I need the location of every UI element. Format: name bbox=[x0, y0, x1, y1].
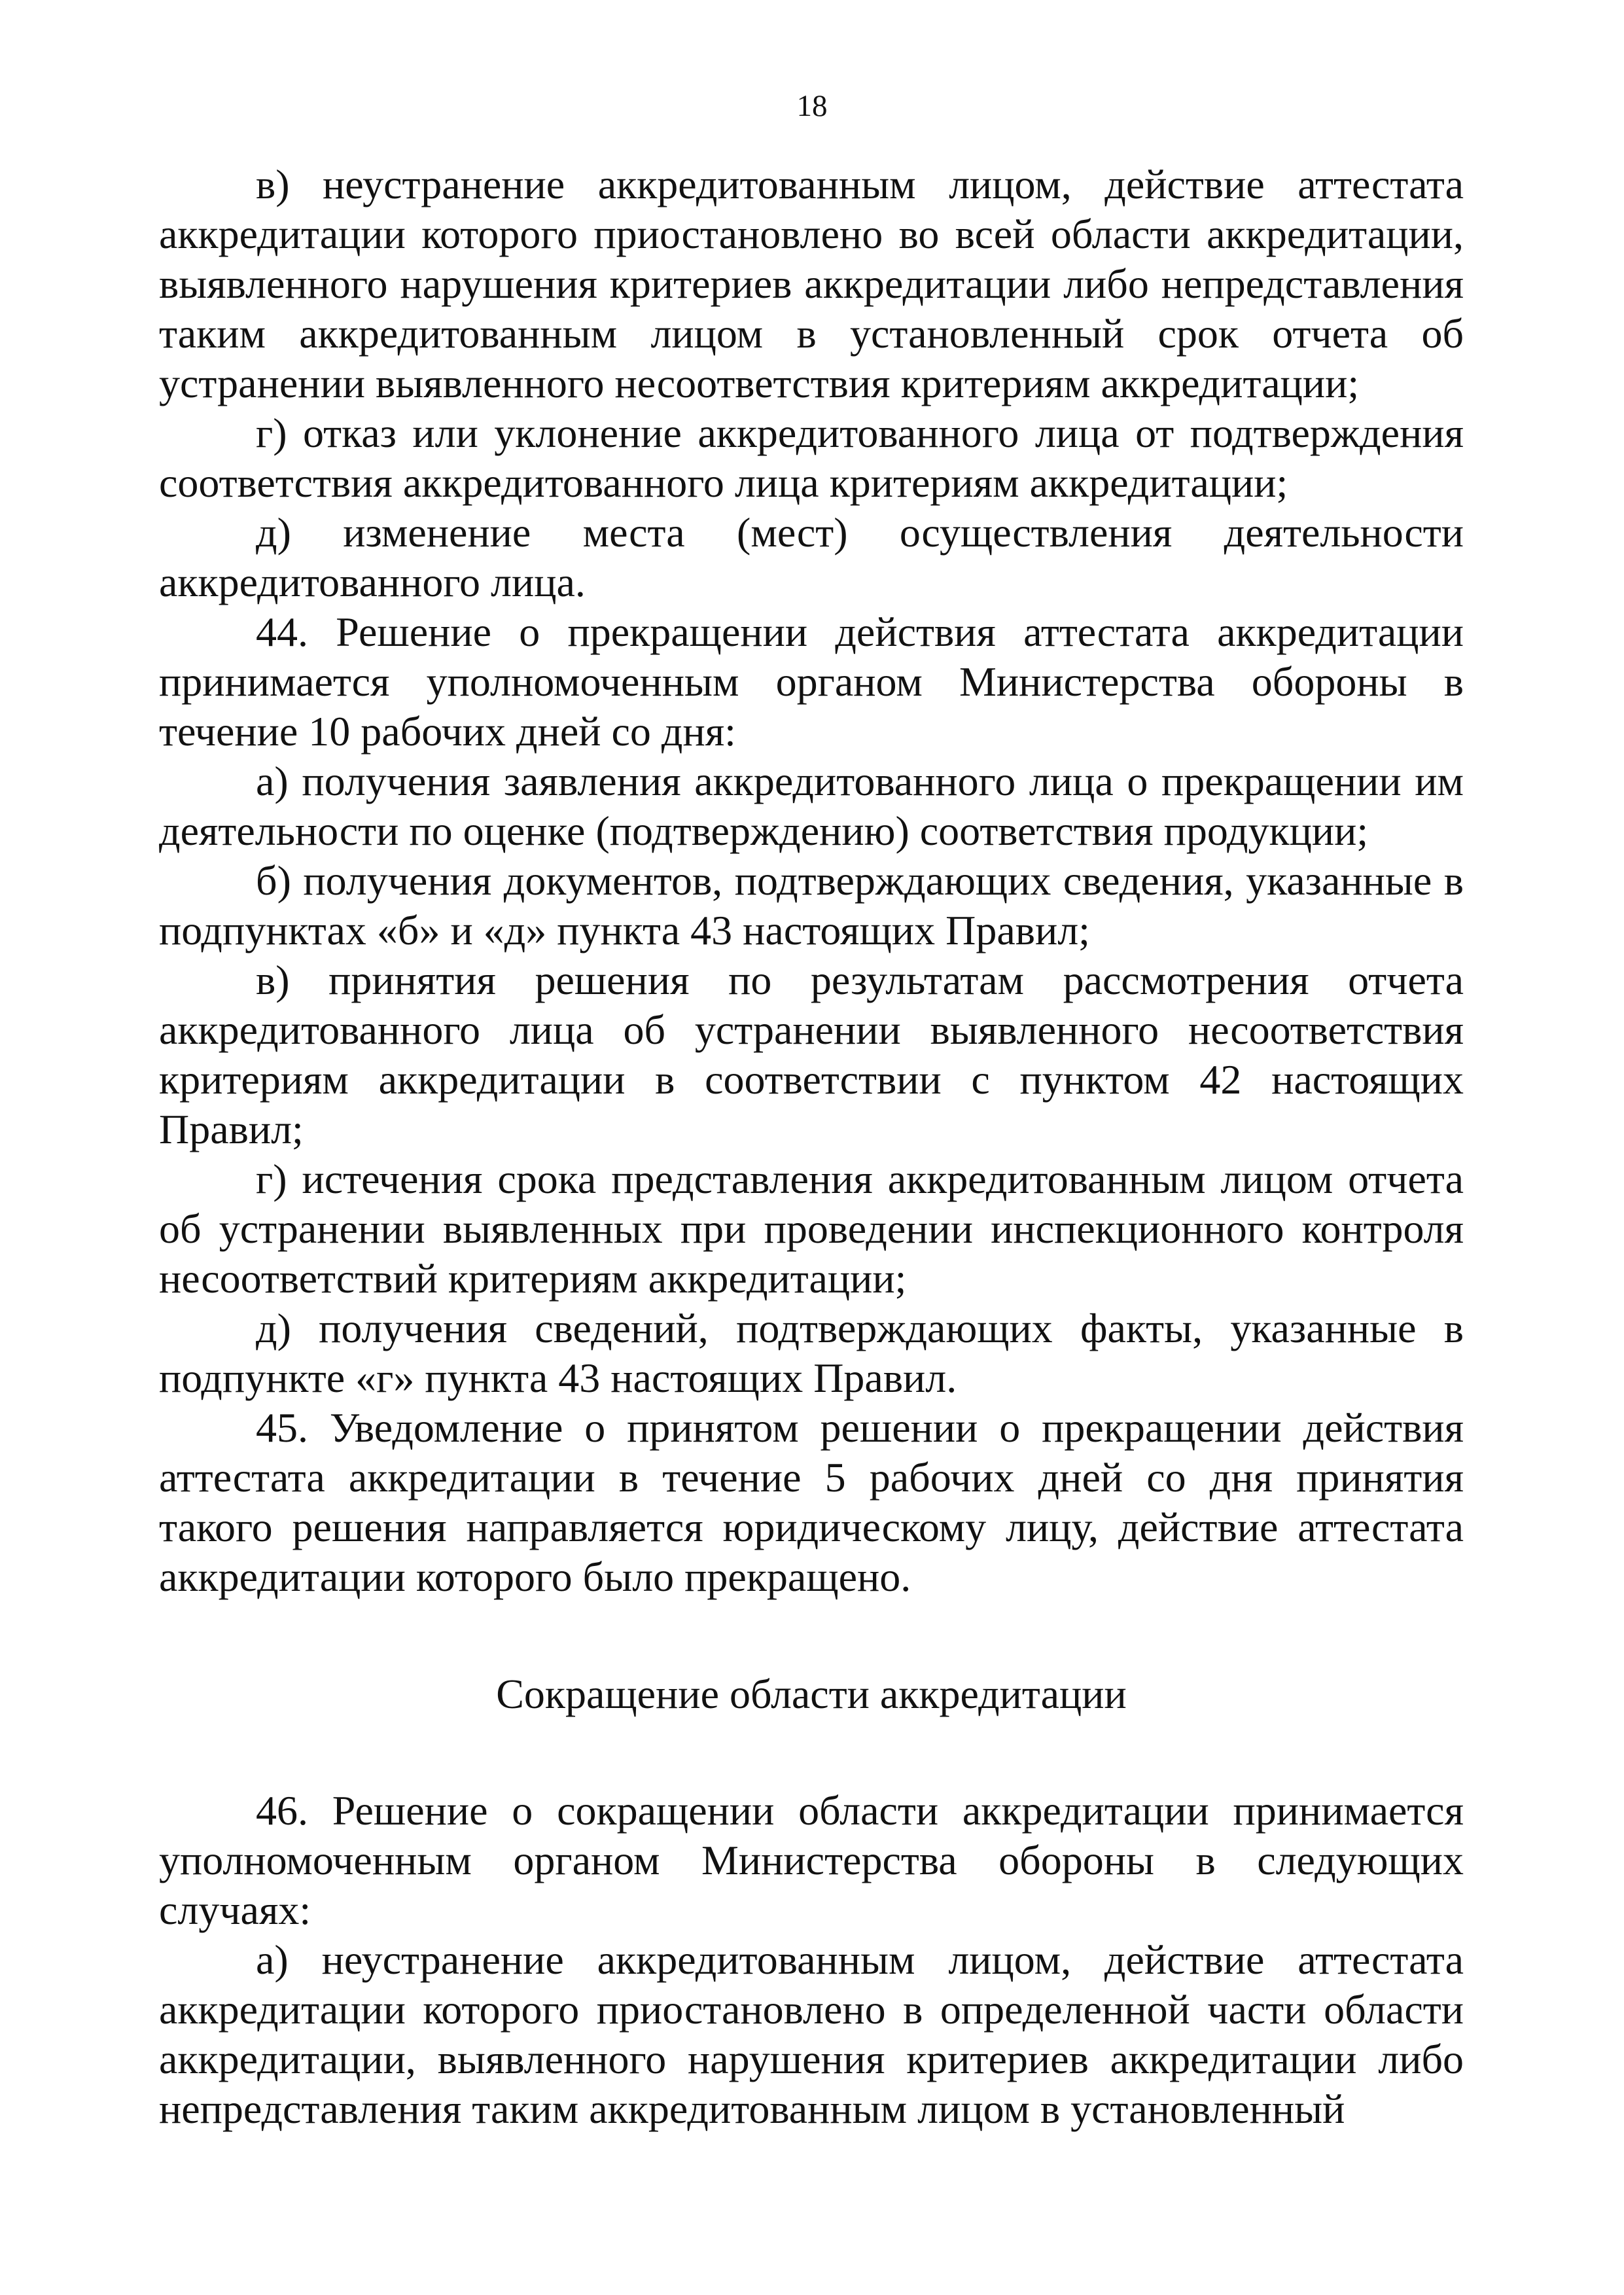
paragraph-46-a: а) неустранение аккредитованным лицом, действие аттестата аккредитации которого приостановлено в определенной части области аккредитации, выявленного нарушения критериев аккредитации либо непредставления таким аккредитованным лицом в установленный bbox=[159, 1936, 1464, 2132]
page-number: 18 bbox=[796, 89, 828, 123]
paragraph-45: 45. Уведомление о принятом решении о прекращении действия аттестата аккредитации в течение 5 рабочих дней со дня принятия такого решения направляется юридическому лицу, действие аттестата аккредитации которого было прекращено. bbox=[159, 1404, 1464, 1600]
paragraph-44-d: д) получения сведений, подтверждающих факты, указанные в подпункте «г» пункта 43 настоящих Правил. bbox=[159, 1305, 1464, 1401]
paragraph-44-v: в) принятия решения по результатам рассмотрения отчета аккредитованного лица об устранении выявленного несоответствия критериям аккредитации в соответствии с пунктом 42 настоящих Правил; bbox=[159, 957, 1464, 1152]
paragraph-44-g: г) истечения срока представления аккредитованным лицом отчета об устранении выявленных при проведении инспекционного контроля несоответствий критериям аккредитации; bbox=[159, 1156, 1464, 1302]
section-heading: Сокращение области аккредитации bbox=[496, 1671, 1127, 1717]
paragraph-46: 46. Решение о сокращении области аккредитации принимается уполномоченным органом Министерства обороны в следующих случаях: bbox=[159, 1787, 1464, 1933]
paragraph-43-d: д) изменение места (мест) осуществления деятельности аккредитованного лица. bbox=[159, 509, 1464, 605]
document-body bbox=[159, 160, 1464, 2134]
paragraph-44: 44. Решение о прекращении действия аттестата аккредитации принимается уполномоченным органом Министерства обороны в течение 10 рабочих дней со дня: bbox=[159, 609, 1464, 755]
paragraph-43-v: в) неустранение аккредитованным лицом, действие аттестата аккредитации которого приостановлено во всей области аккредитации, выявленного нарушения критериев аккредитации либо непредставления таким аккредитованным лицом в установленный срок отчета об устранении выявленного несоответствия критериям аккредитации; bbox=[159, 161, 1464, 406]
paragraph-44-a: а) получения заявления аккредитованного лица о прекращении им деятельности по оценке (подтверждению) соответствия продукции; bbox=[159, 758, 1464, 854]
paragraph-44-b: б) получения документов, подтверждающих сведения, указанные в подпунктах «б» и «д» пункта 43 настоящих Правил; bbox=[159, 857, 1464, 953]
paragraph-43-g: г) отказ или уклонение аккредитованного лица от подтверждения соответствия аккредитованного лица критериям аккредитации; bbox=[159, 410, 1464, 506]
